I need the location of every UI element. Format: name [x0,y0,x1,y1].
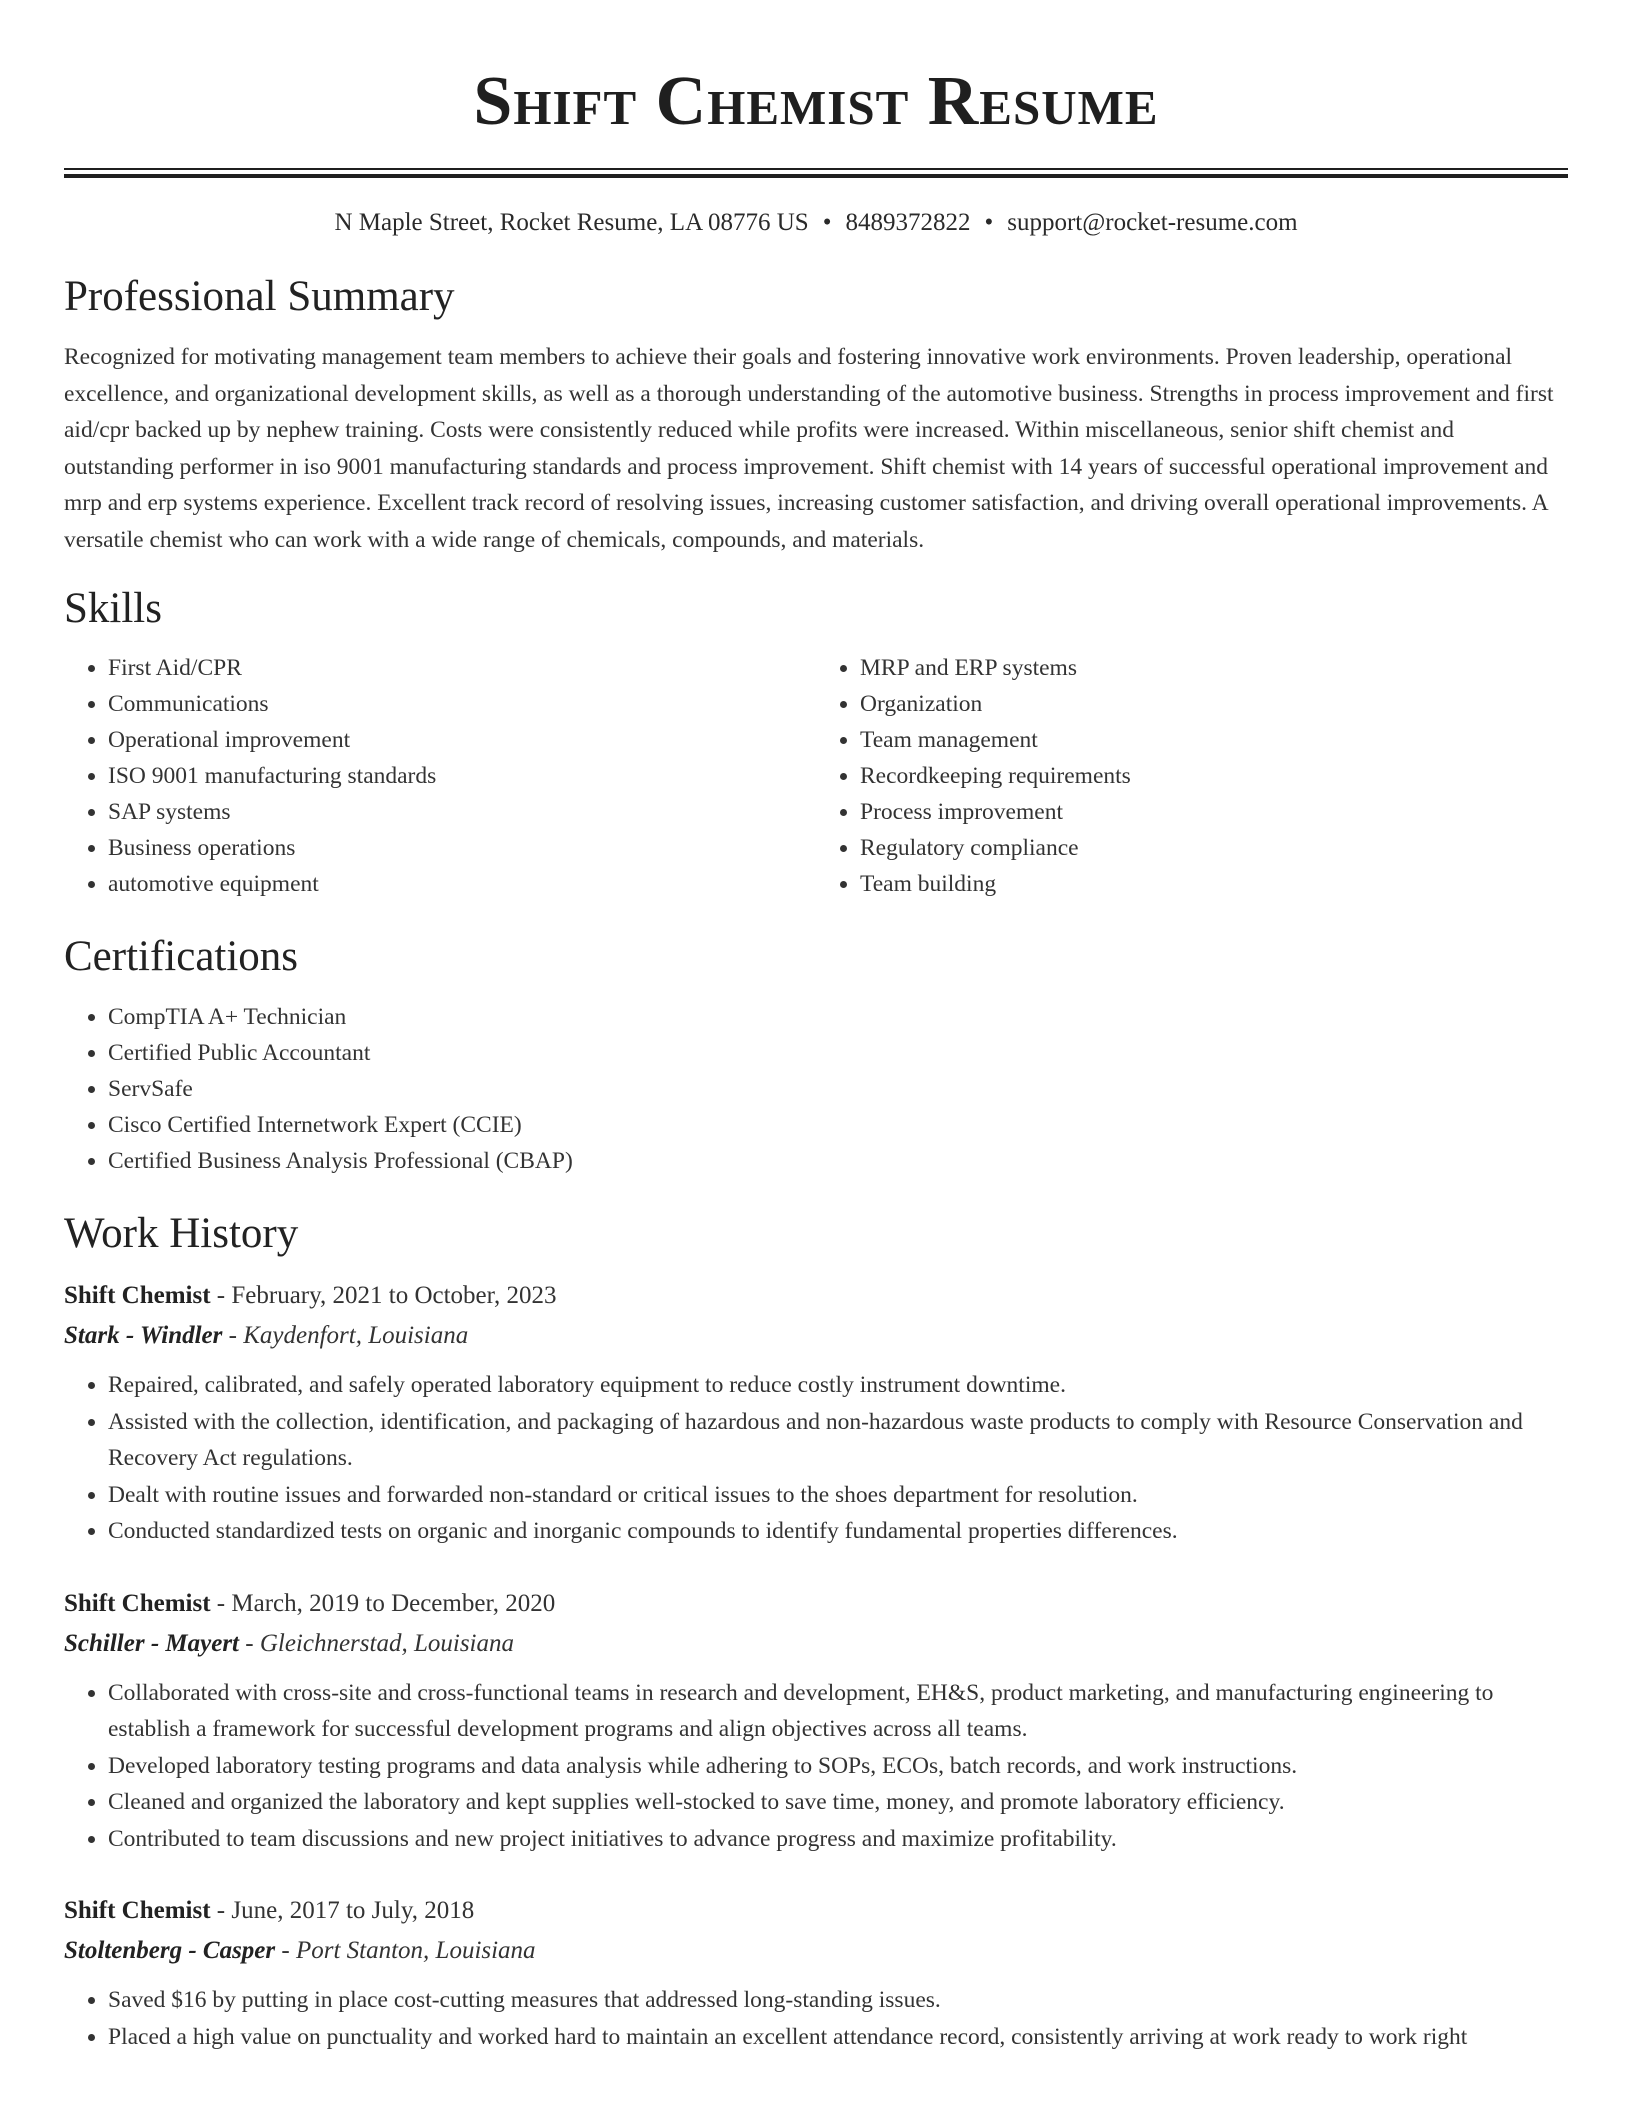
job-company-line [64,1316,1568,1356]
summary-text: Recognized for motivating management team members to achieve their goals and fostering innovative work environments. Proven leadership, operational excellence, and organizational development skills, as well as a thorough understanding of the automotive business. Strengths in process improvement and first aid/cpr backed up by nephew training. Costs were consistently reduced while profits were increased. Within miscellaneous, senior shift chemist and outstanding performer in iso 9001 manufacturing standards and process improvement. Shift chemist with 14 years of successful operational improvement and mrp and erp systems experience. Excellent track record of resolving issues, increasing customer satisfaction, and driving overall operational improvements. A versatile chemist who can work with a wide range of chemicals, compounds, and materials. [64,344,1554,553]
job-title-line [64,1891,1568,1931]
skills-list-right [816,650,1568,902]
job-company-line [64,1624,1568,1664]
skills-section [64,584,1568,902]
job-bullet-list [64,1675,1568,1858]
section-heading-certifications: Certifications [64,933,299,980]
job-role: Shift Chemist [64,1282,211,1309]
skill-item: • Recordkeeping requirements [860,758,1568,794]
job-bullet: • Saved $16 by putting in place cost-cutting measures that addressed long-standing issues. [108,1982,1568,2019]
contact-separator: • [984,209,994,236]
job-role: Shift Chemist [64,1897,211,1924]
certifications-section [64,932,1568,1179]
job-dates: - March, 2019 to December, 2020 [210,1589,556,1617]
contact-email: support@rocket-resume.com [1007,209,1298,236]
skill-item: • Regulatory compliance [860,830,1568,866]
contact-separator: • [822,209,832,236]
certification-item: • Certified Business Analysis Professional (CBAP) [108,1143,1568,1179]
title-divider [64,168,1568,178]
skill-item: • Organization [860,686,1568,722]
contact-phone: 8489372822 [845,209,971,236]
section-heading-work-history: Work History [64,1210,299,1257]
work-history-section [64,1209,1568,2055]
skill-item: • Operational improvement [108,722,816,758]
job-entry [64,1276,1568,1550]
job-role: Shift Chemist [64,1589,211,1617]
job-bullet: • Cleaned and organized the laboratory and kept supplies well-stocked to save time, money, and promote laboratory efficiency. [108,1784,1568,1821]
section-heading-skills: Skills [64,585,162,632]
job-bullet: • Collaborated with cross-site and cross-functional teams in research and development, EH&S, product marketing, and manufacturing engineering to establish a framework for successful development programs and align objectives across all teams. [108,1675,1568,1748]
job-company-line [64,1931,1568,1971]
job-company: Stoltenberg - Casper [64,1937,276,1964]
job-bullet: • Placed a high value on punctuality and worked hard to maintain an excellent attendance record, consistently arriving at work ready to work right [108,2019,1568,2056]
job-location: - Kaydenfort, Louisiana [222,1322,469,1349]
skills-columns [64,650,1568,902]
professional-summary-section [64,272,1568,558]
job-location: - Port Stanton, Louisiana [275,1937,536,1964]
certification-item: • CompTIA A+ Technician [108,999,1568,1035]
skills-list-left [64,650,816,902]
skill-item: • Team building [860,866,1568,902]
job-bullet: • Developed laboratory testing programs and data analysis while adhering to SOPs, ECOs, batch records, and work instructions. [108,1748,1568,1785]
skill-item: • automotive equipment [108,866,816,902]
certification-item: • ServSafe [108,1071,1568,1107]
skill-item: • MRP and ERP systems [860,650,1568,686]
certification-item: • Cisco Certified Internetwork Expert (CCIE) [108,1107,1568,1143]
certification-item: • Certified Public Accountant [108,1035,1568,1071]
job-title-line [64,1276,1568,1316]
job-bullet: • Repaired, calibrated, and safely operated laboratory equipment to reduce costly instrument downtime. [108,1367,1568,1404]
resume-title: Shift Chemist Resume [473,63,1159,140]
skill-item: • Team management [860,722,1568,758]
job-dates: - June, 2017 to July, 2018 [210,1897,475,1924]
job-title-line [64,1584,1568,1624]
contact-address: N Maple Street, Rocket Resume, LA 08776 US [334,209,809,236]
job-company: Schiller - Mayert [64,1629,239,1657]
resume-page [64,0,1568,2055]
skill-item: • Communications [108,686,816,722]
job-bullet: • Contributed to team discussions and new project initiatives to advance progress and maximize profitability. [108,1821,1568,1858]
job-bullet-list [64,1982,1568,2055]
job-company: Stark - Windler [64,1322,223,1349]
skill-item: • Process improvement [860,794,1568,830]
job-location: - Gleichnerstad, Louisiana [239,1629,514,1657]
skill-item: • Business operations [108,830,816,866]
job-bullet-list [64,1367,1568,1550]
job-bullet: • Assisted with the collection, identification, and packaging of hazardous and non-hazardous waste products to comply with Resource Conservation and Recovery Act regulations. [108,1404,1568,1477]
job-entry [64,1584,1568,1858]
job-entry [64,1891,1568,2055]
job-bullet: • Dealt with routine issues and forwarded non-standard or critical issues to the shoes department for resolution. [108,1477,1568,1514]
section-heading-summary: Professional Summary [64,273,455,320]
skill-item: • First Aid/CPR [108,650,816,686]
job-bullet: • Conducted standardized tests on organic and inorganic compounds to identify fundamental properties differences. [108,1513,1568,1550]
skill-item: • SAP systems [108,794,816,830]
contact-line [64,207,1568,239]
certifications-list [64,999,1568,1179]
job-dates: - February, 2021 to October, 2023 [210,1282,557,1309]
skill-item: • ISO 9001 manufacturing standards [108,758,816,794]
